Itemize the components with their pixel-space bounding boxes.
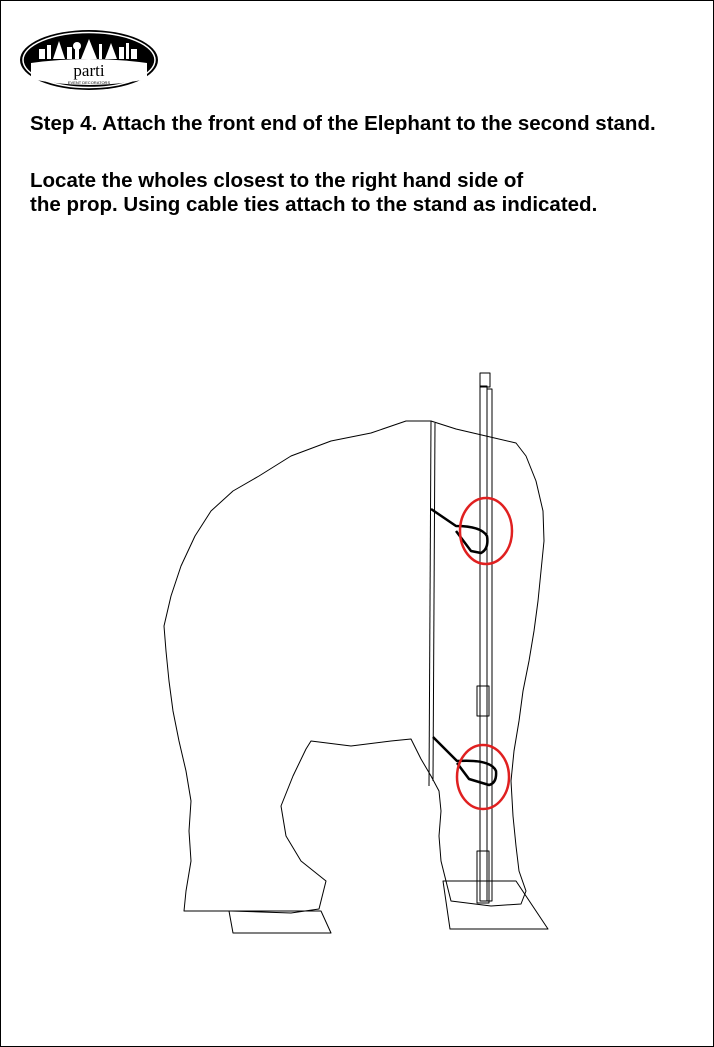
rear-foot-plate <box>229 911 331 933</box>
logo-tagline: EVENT DECORATORS <box>67 80 111 85</box>
parti-logo <box>19 29 159 91</box>
step-title: Step 4. Attach the front end of the Elephant to the second stand. <box>30 112 656 135</box>
lower-attachment-highlight <box>457 745 509 809</box>
stand-post <box>480 386 487 901</box>
stand-base-plate <box>443 881 548 929</box>
logo-brand-name: parti <box>73 61 105 80</box>
step-description-line-1: Locate the wholes closest to the right hand side of <box>30 169 524 192</box>
step-description-line-2: the prop. Using cable ties attach to the stand as indicated. <box>30 193 598 216</box>
step-description <box>30 169 714 217</box>
upper-attachment-highlight <box>460 498 512 564</box>
elephant-stand-diagram <box>151 361 571 951</box>
